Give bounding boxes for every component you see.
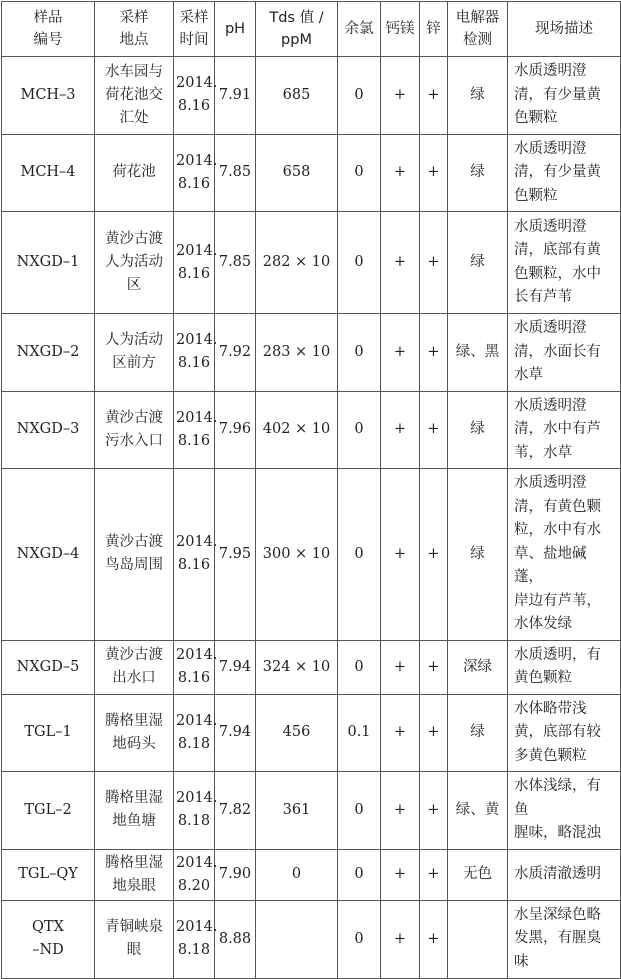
header-calcium-magnesium (381, 2, 420, 57)
description-cell-line: 清，水中有芦 (514, 421, 601, 437)
description-cell-line: 水质透明，有 (514, 646, 601, 663)
zinc-cell: + (420, 212, 448, 314)
table-row (2, 849, 621, 900)
date-cell-line: 8.18 (177, 942, 211, 958)
date-cell-line: 2014. (176, 647, 218, 663)
description-cell (508, 694, 621, 772)
zinc-cell: + (420, 314, 448, 392)
chlorine-cell: 0 (338, 772, 381, 850)
location-cell-line: 腾格里湿 (105, 854, 163, 871)
ph-cell: 7.94 (215, 694, 256, 772)
description-cell-line: 水体浅绿，有鱼 (514, 778, 601, 818)
header-ph-line: pH (224, 21, 246, 37)
table-row (2, 900, 621, 978)
location-cell-line: 眼 (126, 942, 142, 958)
electrolyzer-cell (448, 900, 508, 978)
header-sample-id-line: 样品 (33, 10, 63, 26)
sample-id-cell (2, 57, 95, 135)
header-chlorine-line: 余氯 (344, 21, 374, 37)
description-cell-line: 黄，底部有较 (514, 724, 601, 740)
date-cell-line: 8.16 (177, 432, 211, 449)
date-cell (174, 772, 218, 850)
location-cell-line: 区 (126, 277, 142, 293)
date-cell (174, 391, 218, 469)
date-cell-line: 8.16 (177, 557, 211, 574)
description-cell-line: 黄色颗粒 (514, 670, 572, 686)
header-description-line: 现场描述 (535, 21, 593, 37)
date-cell (174, 57, 218, 135)
chlorine-cell: 0 (338, 134, 381, 212)
zinc-cell: + (420, 57, 448, 135)
location-cell-line: 出水口 (112, 670, 156, 686)
header-zinc (420, 2, 448, 57)
date-cell-line: 2014. (176, 75, 218, 92)
date-cell (174, 314, 218, 392)
location-cell-line: 青铜峡泉 (105, 919, 163, 935)
date-cell-line: 2014. (176, 534, 218, 551)
description-cell-line: 发黑，有腥臭 (514, 930, 601, 947)
description-cell-line: 水质透明澄 (514, 475, 587, 491)
calcium-magnesium-cell: + (381, 57, 420, 135)
location-cell (95, 772, 174, 850)
header-sample-id-line: 编号 (33, 32, 63, 48)
ph-cell: 7.90 (215, 849, 256, 900)
date-cell (174, 134, 218, 212)
table-row (2, 694, 621, 772)
calcium-magnesium-cell: + (381, 849, 420, 900)
ph-cell: 7.82 (215, 772, 256, 850)
description-cell-line: 水呈深绿色略 (514, 906, 601, 923)
zinc-cell: + (420, 900, 448, 978)
zinc-cell: + (420, 772, 448, 850)
sample-id-cell (2, 134, 95, 212)
location-cell-line: 腾格里湿 (105, 712, 163, 729)
date-cell-line: 2014. (176, 332, 218, 349)
electrolyzer-cell: 绿 (448, 134, 508, 212)
calcium-magnesium-cell: + (381, 212, 420, 314)
tds-cell: 300 × 10 (256, 469, 338, 641)
description-cell-line: 色颗粒，水中 (514, 265, 601, 282)
description-cell-line: 清，水面长有 (514, 343, 601, 360)
header-location-line: 地点 (119, 32, 149, 48)
description-cell (508, 134, 621, 212)
location-cell-line: 人为活动 (105, 332, 163, 349)
chlorine-cell: 0 (338, 469, 381, 641)
calcium-magnesium-cell: + (381, 694, 420, 772)
chlorine-cell: 0 (338, 640, 381, 694)
description-cell-line: 清，底部有黄 (514, 242, 601, 258)
sample-id-cell (2, 212, 95, 314)
location-cell-line: 区前方 (112, 355, 156, 372)
tds-cell: 0 (256, 849, 338, 900)
description-cell-line: 水质清澈透明 (514, 865, 601, 882)
location-cell-line: 黄沙古渡 (105, 534, 163, 551)
date-cell-line: 8.18 (177, 813, 211, 830)
description-cell (508, 212, 621, 314)
description-cell-line: 清，有少量黄 (514, 86, 601, 103)
description-cell-line: 水体略带浅 (514, 700, 587, 717)
zinc-cell: + (420, 391, 448, 469)
tds-cell: 324 × 10 (256, 640, 338, 694)
sample-id-cell (2, 640, 95, 694)
description-cell-line: 苇，水草 (514, 444, 572, 461)
location-cell (95, 391, 174, 469)
sample-id-cell-line: TGL–2 (24, 801, 72, 818)
zinc-cell: + (420, 849, 448, 900)
header-description (508, 2, 621, 57)
location-cell-line: 黄沙古渡 (105, 409, 163, 426)
zinc-cell: + (420, 694, 448, 772)
chlorine-cell: 0 (338, 57, 381, 135)
electrolyzer-cell: 绿 (448, 391, 508, 469)
sample-id-cell (2, 314, 95, 392)
location-cell-line: 鸟岛周围 (105, 557, 163, 574)
description-cell-line: 水质透明澄 (514, 218, 587, 235)
location-cell (95, 212, 174, 314)
electrolyzer-cell: 绿 (448, 212, 508, 314)
sample-id-cell (2, 849, 95, 900)
location-cell-line: 汇处 (119, 109, 149, 126)
location-cell-line: 水车园与 (105, 63, 163, 80)
description-cell-line: 色颗粒 (514, 187, 558, 204)
header-electrolyzer (448, 2, 508, 57)
sample-id-cell-line: NXGD–3 (16, 421, 80, 438)
date-cell-line: 2014. (176, 242, 218, 259)
electrolyzer-cell: 绿、黄 (448, 772, 508, 850)
tds-cell (256, 900, 338, 978)
date-cell-line: 8.20 (177, 877, 211, 894)
electrolyzer-cell: 绿、黑 (448, 314, 508, 392)
ph-cell: 7.85 (215, 212, 256, 314)
header-tds-line: Tds 值 / (269, 10, 324, 26)
location-cell-line: 地泉眼 (112, 877, 156, 894)
sample-id-cell-line: NXGD–4 (16, 545, 80, 562)
chlorine-cell: 0 (338, 900, 381, 978)
tds-cell: 402 × 10 (256, 391, 338, 469)
chlorine-cell: 0 (338, 391, 381, 469)
electrolyzer-cell: 绿 (448, 57, 508, 135)
sample-id-cell (2, 694, 95, 772)
description-cell-line: 清，有黄色颗 (514, 498, 601, 515)
date-cell (174, 849, 218, 900)
table-row (2, 469, 621, 641)
header-chlorine (338, 2, 381, 57)
tds-cell: 361 (256, 772, 338, 850)
table-row (2, 212, 621, 314)
header-electrolyzer-line: 检测 (463, 32, 492, 48)
date-cell-line: 8.16 (177, 265, 211, 282)
chlorine-cell: 0 (338, 212, 381, 314)
table-row (2, 772, 621, 850)
description-cell-line: 多黄色颗粒 (514, 747, 587, 764)
date-cell-line: 2014. (176, 152, 218, 169)
tds-cell: 283 × 10 (256, 314, 338, 392)
header-date-line: 采样 (179, 10, 209, 26)
location-cell (95, 849, 174, 900)
description-cell (508, 640, 621, 694)
chlorine-cell: 0 (338, 849, 381, 900)
calcium-magnesium-cell: + (381, 391, 420, 469)
chlorine-cell: 0 (338, 314, 381, 392)
header-tds-line: ppM (281, 32, 312, 48)
location-cell-line: 地码头 (112, 735, 156, 752)
tds-cell: 685 (256, 57, 338, 135)
sample-id-cell (2, 900, 95, 978)
tds-cell: 282 × 10 (256, 212, 338, 314)
calcium-magnesium-cell: + (381, 314, 420, 392)
table-body (2, 57, 621, 979)
header-date-line: 时间 (179, 32, 209, 48)
location-cell-line: 黄沙古渡 (105, 647, 163, 663)
table-row (2, 57, 621, 135)
header-ph (215, 2, 256, 57)
date-cell (174, 212, 218, 314)
table-row (2, 314, 621, 392)
location-cell (95, 900, 174, 978)
description-cell (508, 772, 621, 850)
description-cell-line: 粒，水中有水 (514, 522, 601, 538)
date-cell-line: 8.18 (177, 735, 211, 752)
description-cell-line: 味 (514, 953, 529, 970)
description-cell-line: 水质透明澄 (514, 63, 587, 79)
header-location (95, 2, 174, 57)
description-cell-line: 岸边有芦苇， (514, 592, 601, 609)
electrolyzer-cell: 深绿 (448, 640, 508, 694)
ph-cell: 7.85 (215, 134, 256, 212)
header-row (2, 2, 621, 57)
header-date (174, 2, 215, 57)
date-cell-line: 8.16 (177, 355, 211, 372)
description-cell-line: 长有芦苇 (514, 289, 572, 305)
location-cell-line: 黄沙古渡 (105, 231, 163, 247)
header-tds (256, 2, 338, 57)
location-cell (95, 640, 174, 694)
location-cell (95, 134, 174, 212)
location-cell-line: 人为活动 (105, 254, 163, 270)
table-row (2, 391, 621, 469)
date-cell-line: 2014. (176, 790, 218, 807)
electrolyzer-cell: 无色 (448, 849, 508, 900)
description-cell (508, 849, 621, 900)
ph-cell: 7.91 (215, 57, 256, 135)
chlorine-cell: 0.1 (338, 694, 381, 772)
zinc-cell: + (420, 469, 448, 641)
sample-id-cell (2, 772, 95, 850)
location-cell (95, 57, 174, 135)
calcium-magnesium-cell: + (381, 134, 420, 212)
sample-id-cell (2, 469, 95, 641)
calcium-magnesium-cell: + (381, 469, 420, 641)
description-cell-line: 水质透明澄 (514, 397, 587, 414)
location-cell (95, 694, 174, 772)
date-cell-line: 8.16 (177, 175, 211, 192)
location-cell-line: 荷花池交 (105, 86, 163, 103)
sample-id-cell-line: MCH–3 (20, 86, 76, 103)
date-cell (174, 694, 218, 772)
description-cell-line: 水草 (514, 367, 543, 383)
date-cell (174, 469, 218, 641)
table-row (2, 640, 621, 694)
description-cell (508, 469, 621, 641)
header-electrolyzer-line: 电解器 (455, 10, 500, 26)
sample-id-cell-line: TGL–1 (24, 724, 72, 741)
description-cell-line: 腥味，略混浊 (514, 825, 601, 841)
location-cell (95, 314, 174, 392)
sample-id-cell-line: QTX (32, 919, 64, 935)
date-cell-line: 2014. (176, 409, 218, 426)
location-cell-line: 腾格里湿 (105, 790, 163, 807)
location-cell-line: 地鱼塘 (112, 813, 156, 830)
ph-cell: 7.94 (215, 640, 256, 694)
sample-id-cell-line: NXGD–2 (16, 343, 80, 360)
header-zinc-line: 锌 (426, 21, 441, 37)
ph-cell: 8.88 (215, 900, 256, 978)
sample-id-cell-line: NXGD–5 (16, 658, 80, 675)
table-row (2, 134, 621, 212)
header-location-line: 采样 (119, 10, 149, 26)
description-cell-line: 水质透明澄 (514, 140, 587, 157)
sample-id-cell-line: TGL–QY (18, 866, 78, 882)
sample-id-cell-line: MCH–4 (20, 164, 76, 181)
date-cell-line: 2014. (176, 919, 218, 935)
sample-id-cell-line: NXGD–1 (16, 254, 80, 270)
calcium-magnesium-cell: + (381, 900, 420, 978)
location-cell (95, 469, 174, 641)
date-cell-line: 8.16 (177, 98, 211, 115)
date-cell (174, 640, 218, 694)
electrolyzer-cell: 绿 (448, 694, 508, 772)
date-cell-line: 2014. (176, 854, 218, 871)
description-cell (508, 900, 621, 978)
ph-cell: 7.95 (215, 469, 256, 641)
description-cell (508, 314, 621, 392)
tds-cell: 456 (256, 694, 338, 772)
description-cell (508, 391, 621, 469)
electrolyzer-cell: 绿 (448, 469, 508, 641)
ph-cell: 7.92 (215, 314, 256, 392)
sample-id-cell (2, 391, 95, 469)
description-cell-line: 清，有少量黄 (514, 164, 601, 180)
location-cell-line: 荷花池 (112, 164, 156, 181)
calcium-magnesium-cell: + (381, 640, 420, 694)
description-cell-line: 水体发绿 (514, 616, 572, 632)
date-cell-line: 2014. (176, 712, 218, 729)
ph-cell: 7.96 (215, 391, 256, 469)
header-sample-id (2, 2, 95, 57)
tds-cell: 658 (256, 134, 338, 212)
date-cell-line: 8.16 (177, 670, 211, 686)
water-sample-table (1, 1, 621, 979)
zinc-cell: + (420, 134, 448, 212)
description-cell (508, 57, 621, 135)
description-cell-line: 色颗粒 (514, 110, 558, 126)
date-cell (174, 900, 218, 978)
location-cell-line: 污水入口 (105, 432, 163, 449)
header-calcium-magnesium-line: 钙镁 (385, 21, 415, 37)
description-cell-line: 草、盐地碱蓬， (514, 545, 587, 585)
calcium-magnesium-cell: + (381, 772, 420, 850)
sample-id-cell-line: –ND (32, 942, 64, 958)
description-cell-line: 水质透明澄 (514, 320, 587, 336)
zinc-cell: + (420, 640, 448, 694)
